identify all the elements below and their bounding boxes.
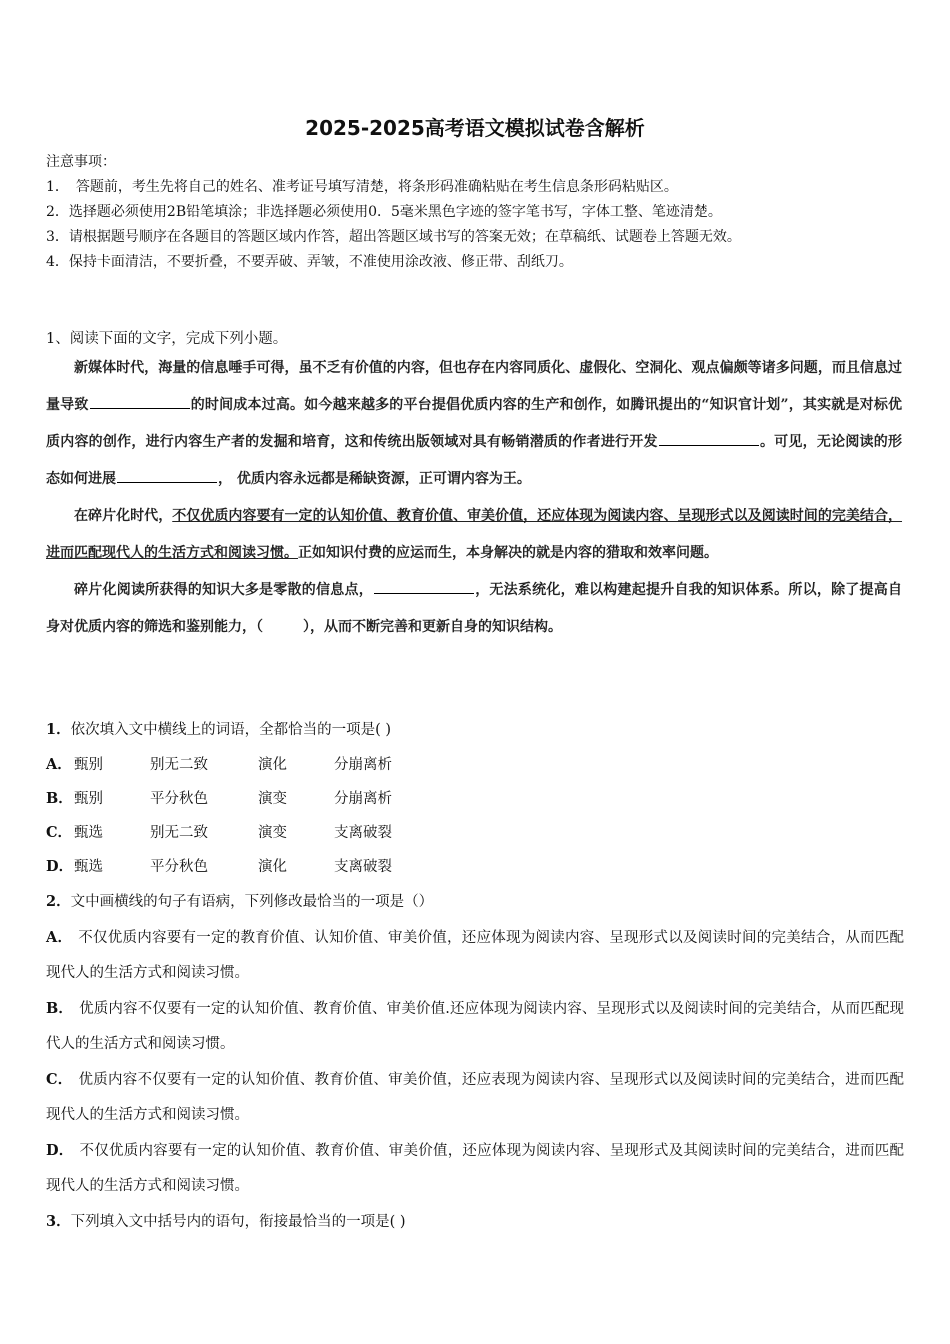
question-number: 3． — [46, 1213, 71, 1230]
question-1 — [46, 712, 904, 748]
passage-text: ，无法系统化，难以构建起提升自我的知识体系。所以，除了提高自身对优质内容的筛选和鉴别能力，（ — [46, 582, 903, 635]
option-word: 演化 — [258, 757, 287, 773]
option-word: 分崩离析 — [334, 791, 392, 807]
question-group-heading: 1、阅读下面的文字，完成下列小题。 — [46, 331, 288, 347]
question-stem: 文中画横线的句子有语病，下列修改最恰当的一项是（） — [70, 894, 434, 910]
notice-item-4: 4．保持卡面清洁，不要折叠，不要弄破、弄皱，不准使用涂改液、修正带、刮纸刀。 — [46, 254, 573, 270]
option-letter: A． — [46, 929, 73, 946]
option-word: 演变 — [258, 825, 287, 841]
question-stem: 依次填入文中横线上的词语，全都恰当的一项是( ) — [70, 722, 392, 738]
notice-item-3: 3．请根据题号顺序在各题目的答题区域内作答，超出答题区域书写的答案无效；在草稿纸、试题卷上答题无效。 — [46, 229, 741, 245]
option-row[interactable] — [46, 782, 904, 816]
option-row[interactable] — [46, 748, 904, 782]
option-b[interactable] — [46, 991, 904, 1062]
option-c[interactable] — [46, 1062, 904, 1133]
option-text: 不仅优质内容要有一定的教育价值、认知价值、审美价值，还应体现为阅读内容、呈现形式以及阅读时间的完美结合，从而匹配现代人的生活方式和阅读习惯。 — [46, 930, 904, 981]
option-word: 平分秋色 — [150, 791, 208, 807]
passage-text: ），从而不断完善和更新自身的知识结构。 — [303, 619, 562, 635]
option-letter: C． — [46, 824, 73, 841]
fill-blank-1 — [90, 394, 190, 409]
option-text: 优质内容不仅要有一定的认知价值、教育价值、审美价值，还应表现为阅读内容、呈现形式以及阅读时间的完美结合，进而匹配现代人的生活方式和阅读习惯。 — [46, 1072, 904, 1123]
passage-text: 的时间成本过高。如今越来越多的平台提倡优质内容的生产和创作，如腾讯提出的“知识官计划”，其实就是对标优质内容的创作，进行内容生产者的发掘和培育，这和传统出版领域对具有畅销潜质的作者进行开发 — [46, 397, 903, 450]
passage-paragraph-2 — [46, 498, 902, 572]
notice-item-1: 1． 答题前，考生先将自己的姓名、准考证号填写清楚，将条形码准确粘贴在考生信息条形码粘贴区。 — [46, 179, 678, 195]
option-word: 甄别 — [74, 757, 103, 773]
option-word: 甄选 — [74, 825, 103, 841]
underlined-sentence: 不仅优质内容要有一定的认知价值、教育价值、审美价值，还应体现为阅读内容、呈现形式以及阅读时间的完美结合，进而匹配现代人的生活方式和阅读习惯。 — [46, 508, 903, 561]
question-3 — [46, 1204, 904, 1240]
option-text: 优质内容不仅要有一定的认知价值、教育价值、审美价值.还应体现为阅读内容、呈现形式以及阅读时间的完美结合，从而匹配现代人的生活方式和阅读习惯。 — [46, 1001, 904, 1052]
questions-section — [46, 712, 904, 1240]
notice-section — [46, 150, 916, 275]
passage-text: 正如知识付费的应运而生，本身解决的就是内容的猎取和效率问题。 — [298, 545, 718, 561]
option-word: 支离破裂 — [334, 825, 392, 841]
option-d[interactable] — [46, 1133, 904, 1204]
passage-text: 。可见，无论阅读的形态如何进展 — [46, 434, 902, 487]
question-2 — [46, 884, 904, 920]
option-row[interactable] — [46, 850, 904, 884]
option-letter: B． — [46, 1000, 74, 1017]
option-letter: A． — [46, 756, 72, 773]
option-word: 分崩离析 — [334, 757, 392, 773]
passage-text: 在碎片化时代， — [74, 508, 173, 524]
option-row[interactable] — [46, 816, 904, 850]
option-word: 支离破裂 — [334, 859, 392, 875]
option-word: 别无二致 — [150, 825, 208, 841]
passage-text: 碎片化阅读所获得的知识大多是零散的信息点， — [74, 582, 373, 598]
option-word: 甄选 — [74, 859, 103, 875]
document-title: 2025-2025高考语文模拟试卷含解析 — [305, 116, 645, 140]
fill-blank-2 — [659, 431, 759, 446]
option-a[interactable] — [46, 920, 904, 991]
option-letter: D． — [46, 858, 74, 875]
passage-text: 新媒体时代，海量的信息唾手可得，虽不乏有价值的内容，但也存在内容同质化、虚假化、空洞化、观点偏颇等诸多问题，而且信息过量导致 — [46, 360, 902, 413]
option-word: 别无二致 — [150, 757, 208, 773]
passage-paragraph-1 — [46, 350, 902, 498]
option-word: 平分秋色 — [150, 859, 208, 875]
reading-passage — [46, 350, 902, 646]
option-word: 演化 — [258, 859, 287, 875]
passage-paragraph-3 — [46, 572, 902, 646]
passage-text: ， 优质内容永远都是稀缺资源，正可谓内容为王。 — [218, 471, 531, 487]
option-letter: B． — [46, 790, 73, 807]
notice-item-2: 2．选择题必须使用2B铅笔填涂；非选择题必须使用0．5毫米黑色字迹的签字笔书写，字体工整、笔迹清楚。 — [46, 204, 722, 220]
question-stem: 下列填入文中括号内的语句，衔接最恰当的一项是( ) — [70, 1214, 406, 1230]
option-word: 甄别 — [74, 791, 103, 807]
question-number: 1． — [46, 721, 71, 738]
question-number: 2． — [46, 893, 71, 910]
option-text: 不仅优质内容要有一定的认知价值、教育价值、审美价值，还应体现为阅读内容、呈现形式及其阅读时间的完美结合，进而匹配现代人的生活方式和阅读习惯。 — [46, 1143, 904, 1194]
fill-blank-3 — [117, 468, 217, 483]
option-letter: D． — [46, 1142, 74, 1159]
notice-heading: 注意事项： — [46, 154, 116, 170]
fill-blank-4 — [374, 579, 474, 594]
option-letter: C． — [46, 1071, 73, 1088]
option-word: 演变 — [258, 791, 287, 807]
